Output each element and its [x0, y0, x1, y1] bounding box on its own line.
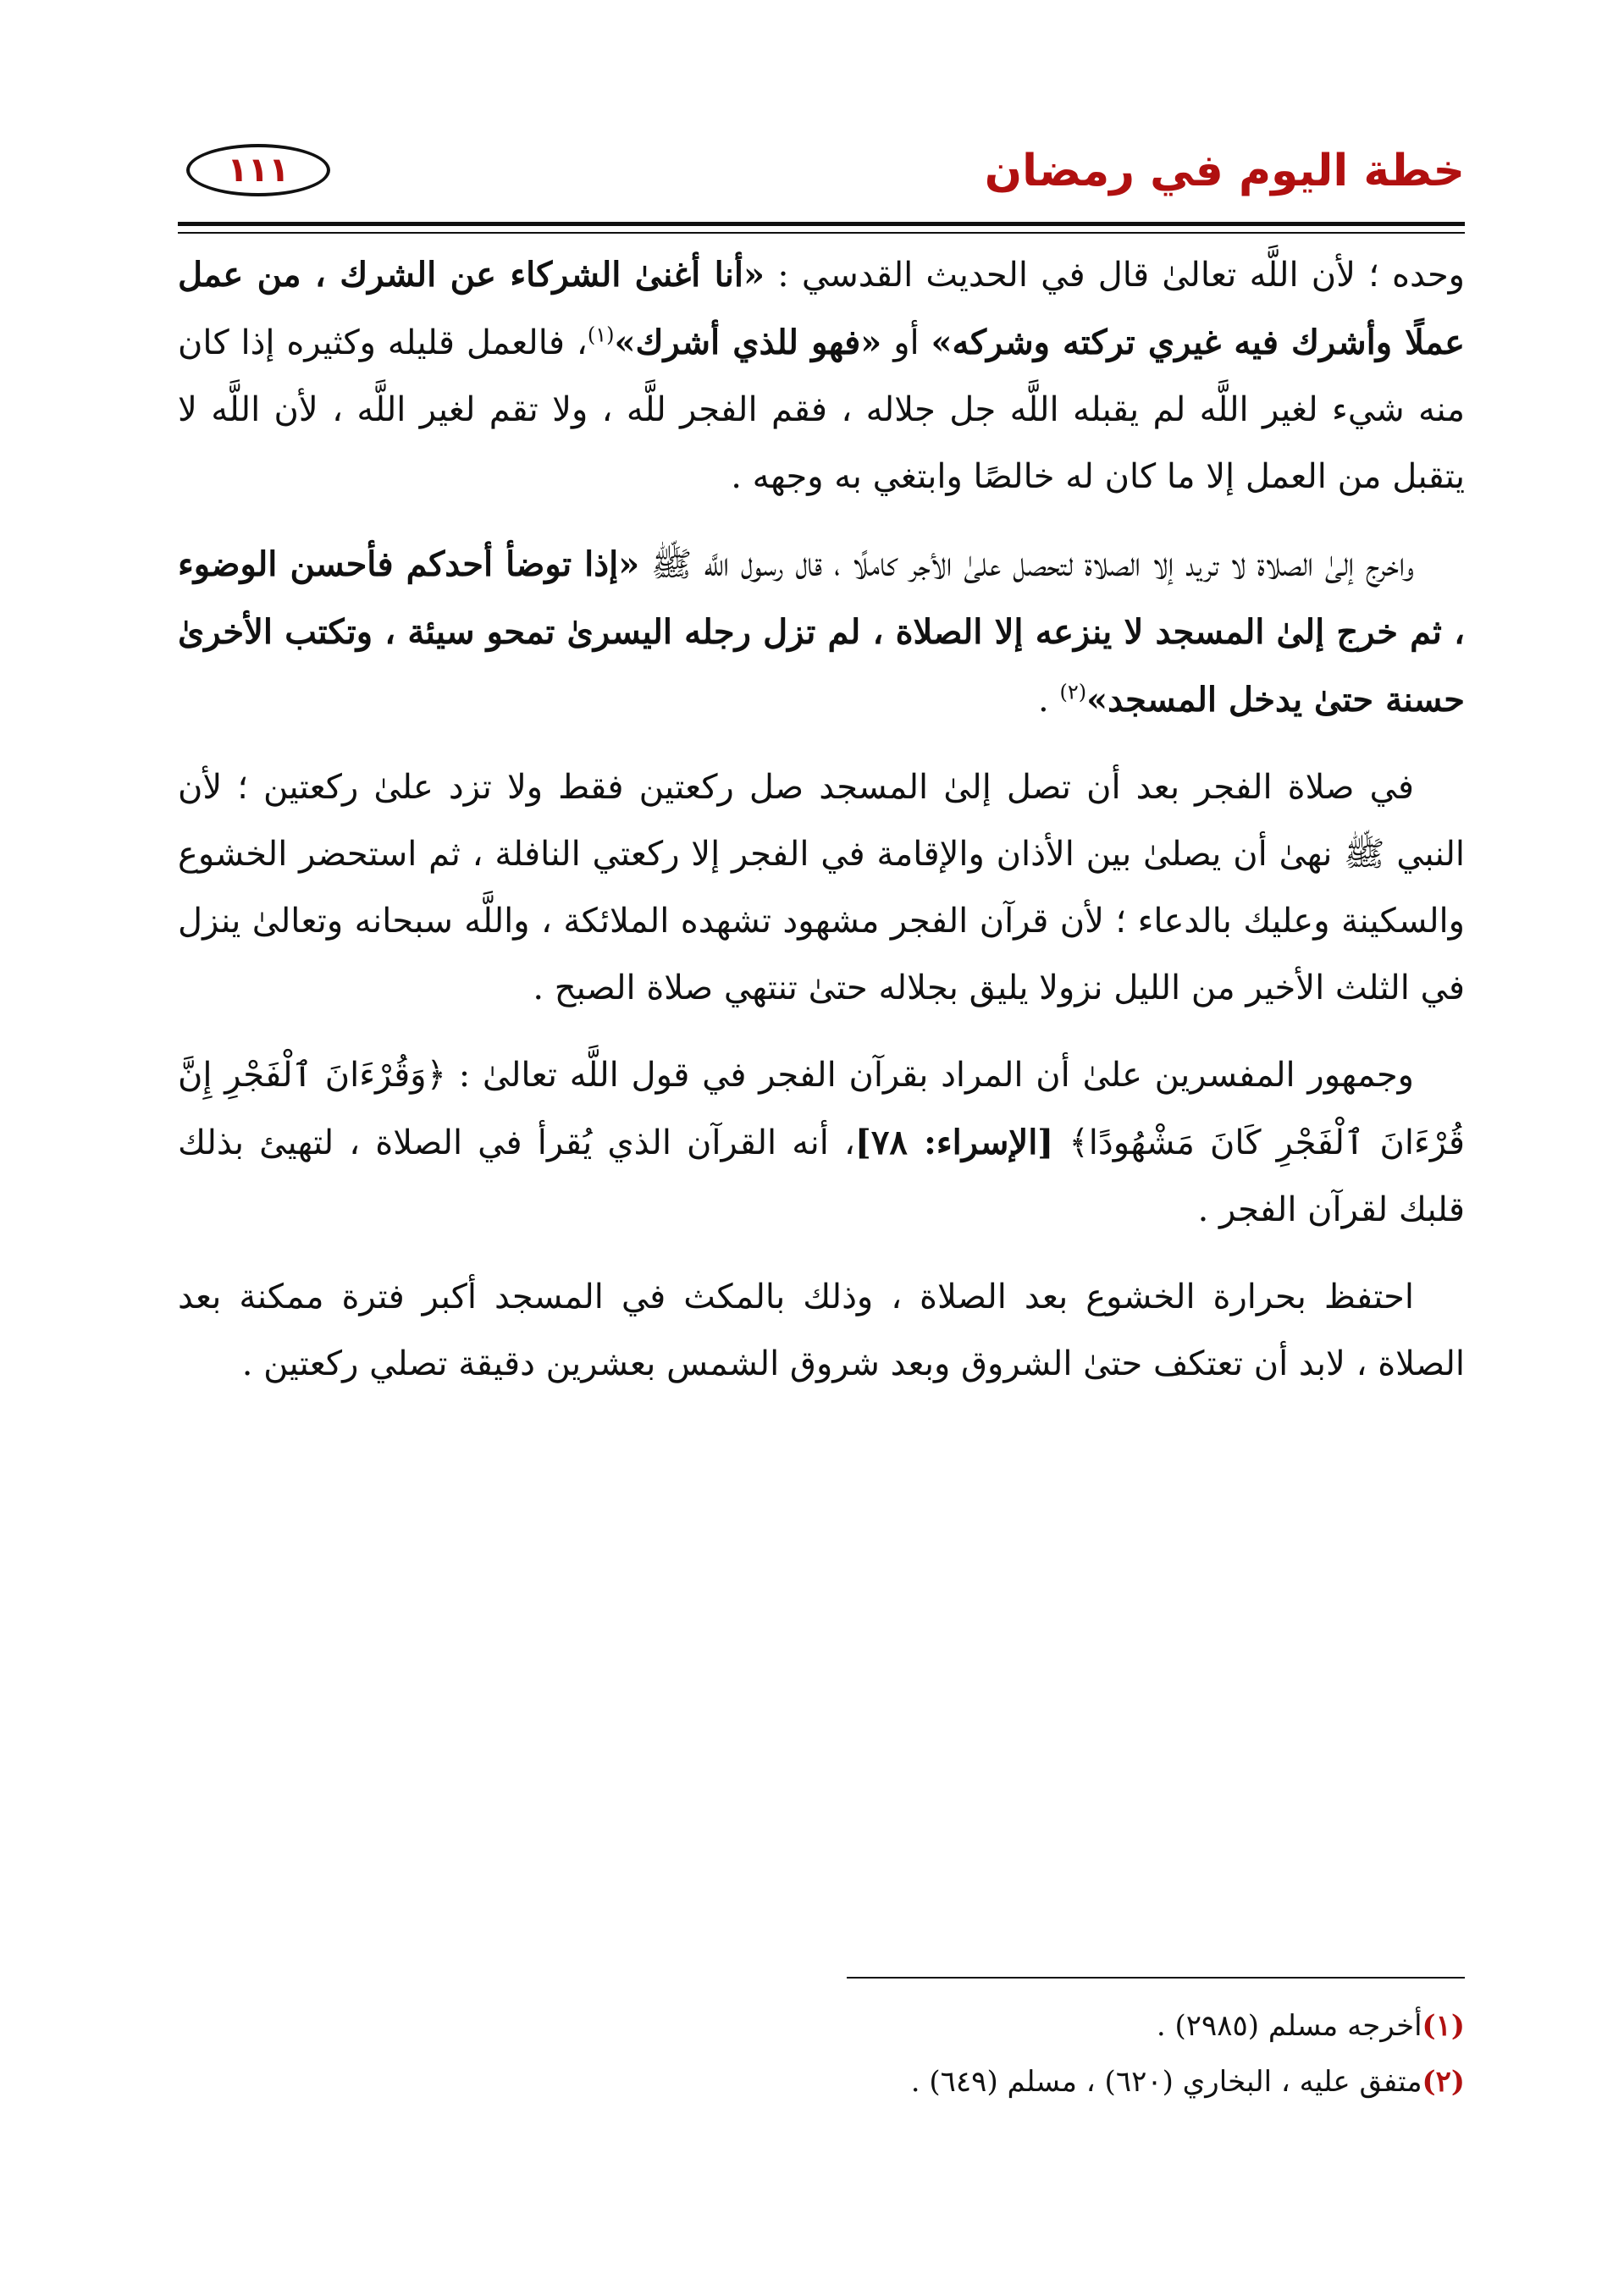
text-run: أو — [881, 323, 931, 362]
footnote-separator — [847, 1977, 1465, 1979]
text-run: ، فالعمل قليله وكثيره إذا كان منه شيء لغير اللَّه لم يقبله اللَّه جل جلاله ، فقم الفجر للَّه ، ولا تقم لغير اللَّه ، لأن اللَّه لا يتقبل من العمل إلا ما كان له خالصًا وابتغي به وجهه . — [178, 323, 1465, 496]
verse-reference: [الإسراء: ٧٨] — [854, 1123, 1054, 1162]
paragraph-2 — [178, 531, 1465, 734]
text-run: وجمهور المفسرين علىٰ أن المراد بقرآن الفجر في قول اللَّه تعالىٰ : — [445, 1056, 1414, 1095]
body-text — [178, 241, 1465, 1418]
footnote-ref-2[interactable]: (٢) — [1059, 680, 1087, 704]
text-run: في صلاة الفجر بعد أن تصل إلىٰ المسجد صل ركعتين فقط ولا تزد علىٰ ركعتين ؛ لأن النبي ﷺ نهىٰ أن يصلىٰ بين الأذان والإقامة في الفجر إلا ركعتي النافلة ، ثم استحضر الخشوع والسكينة وعليك بالدعاء ؛ لأن قرآن الفجر مشهود تشهده الملائكة ، واللَّه سبحانه وتعالىٰ ينزل في الثلث الأخير من الليل نزولا يليق بجلاله حتىٰ تنتهي صلاة الصبح . — [178, 768, 1465, 1007]
paragraph-5 — [178, 1264, 1465, 1398]
paragraph-1 — [178, 241, 1465, 511]
paragraph-3 — [178, 754, 1465, 1022]
footnote-number: (٢) — [1422, 2065, 1465, 2099]
footnote-text: متفق عليه ، البخاري (٦٢٠) ، مسلم (٦٤٩) . — [910, 2065, 1422, 2099]
quran-verse: ﴿وَقُرْءَانَ ٱلْفَجْرِ إِنَّ قُرْءَانَ ٱلْفَجْرِ كَانَ مَشْهُودًا﴾ — [178, 1056, 1465, 1162]
footnote-ref-1[interactable]: (١) — [587, 323, 615, 347]
text-run: . — [1038, 681, 1060, 720]
footnote-number: (١) — [1422, 2009, 1465, 2043]
header-rule-thin — [178, 232, 1465, 234]
running-title: خطة اليوم في رمضان — [984, 146, 1465, 196]
footnote-1 — [178, 1998, 1465, 2054]
text-run: احتفظ بحرارة الخشوع بعد الصلاة ، وذلك بالمكث في المسجد أكبر فترة ممكنة بعد الصلاة ، لابد أن تعتكف حتىٰ الشروق وبعد شروق الشمس بعشرين دقيقة تصلي ركعتين . — [178, 1278, 1465, 1383]
hadith-quote: «أنا أغنىٰ الشركاء عن الشرك ، من عمل عملًا وأشرك فيه غيري تركته وشركه» — [178, 255, 1465, 362]
footnote-2 — [178, 2054, 1465, 2110]
text-run: واخرج إلىٰ الصلاة لا تريد إلا الصلاة لتحصل علىٰ الأجر كاملًا ، قال رسول اللَّه ﷺ — [639, 545, 1414, 584]
text-run: ، أنه القرآن الذي يُقرأ في الصلاة ، لتهيئ بذلك قلبك لقرآن الفجر . — [178, 1123, 1465, 1229]
hadith-quote: «فهو للذي أشرك» — [614, 323, 882, 362]
page-number-oval — [186, 144, 330, 196]
hadith-quote: «إذا توضأ أحدكم فأحسن الوضوء ، ثم خرج إلىٰ المسجد لا ينزعه إلا الصلاة ، لم تزل رجله اليسرىٰ تمحو سيئة ، وتكتب الأخرىٰ حسنة حتىٰ يدخل المسجد» — [178, 544, 1465, 720]
footnote-text: أخرجه مسلم (٢٩٨٥) . — [1156, 2009, 1422, 2043]
paragraph-4 — [178, 1042, 1465, 1244]
footnotes — [178, 1998, 1465, 2110]
page-number: ١١١ — [227, 151, 290, 190]
header-rule-thick — [178, 222, 1465, 226]
text-run: وحده ؛ لأن اللَّه تعالىٰ قال في الحديث القدسي : — [765, 256, 1465, 295]
page-header — [178, 127, 1465, 229]
